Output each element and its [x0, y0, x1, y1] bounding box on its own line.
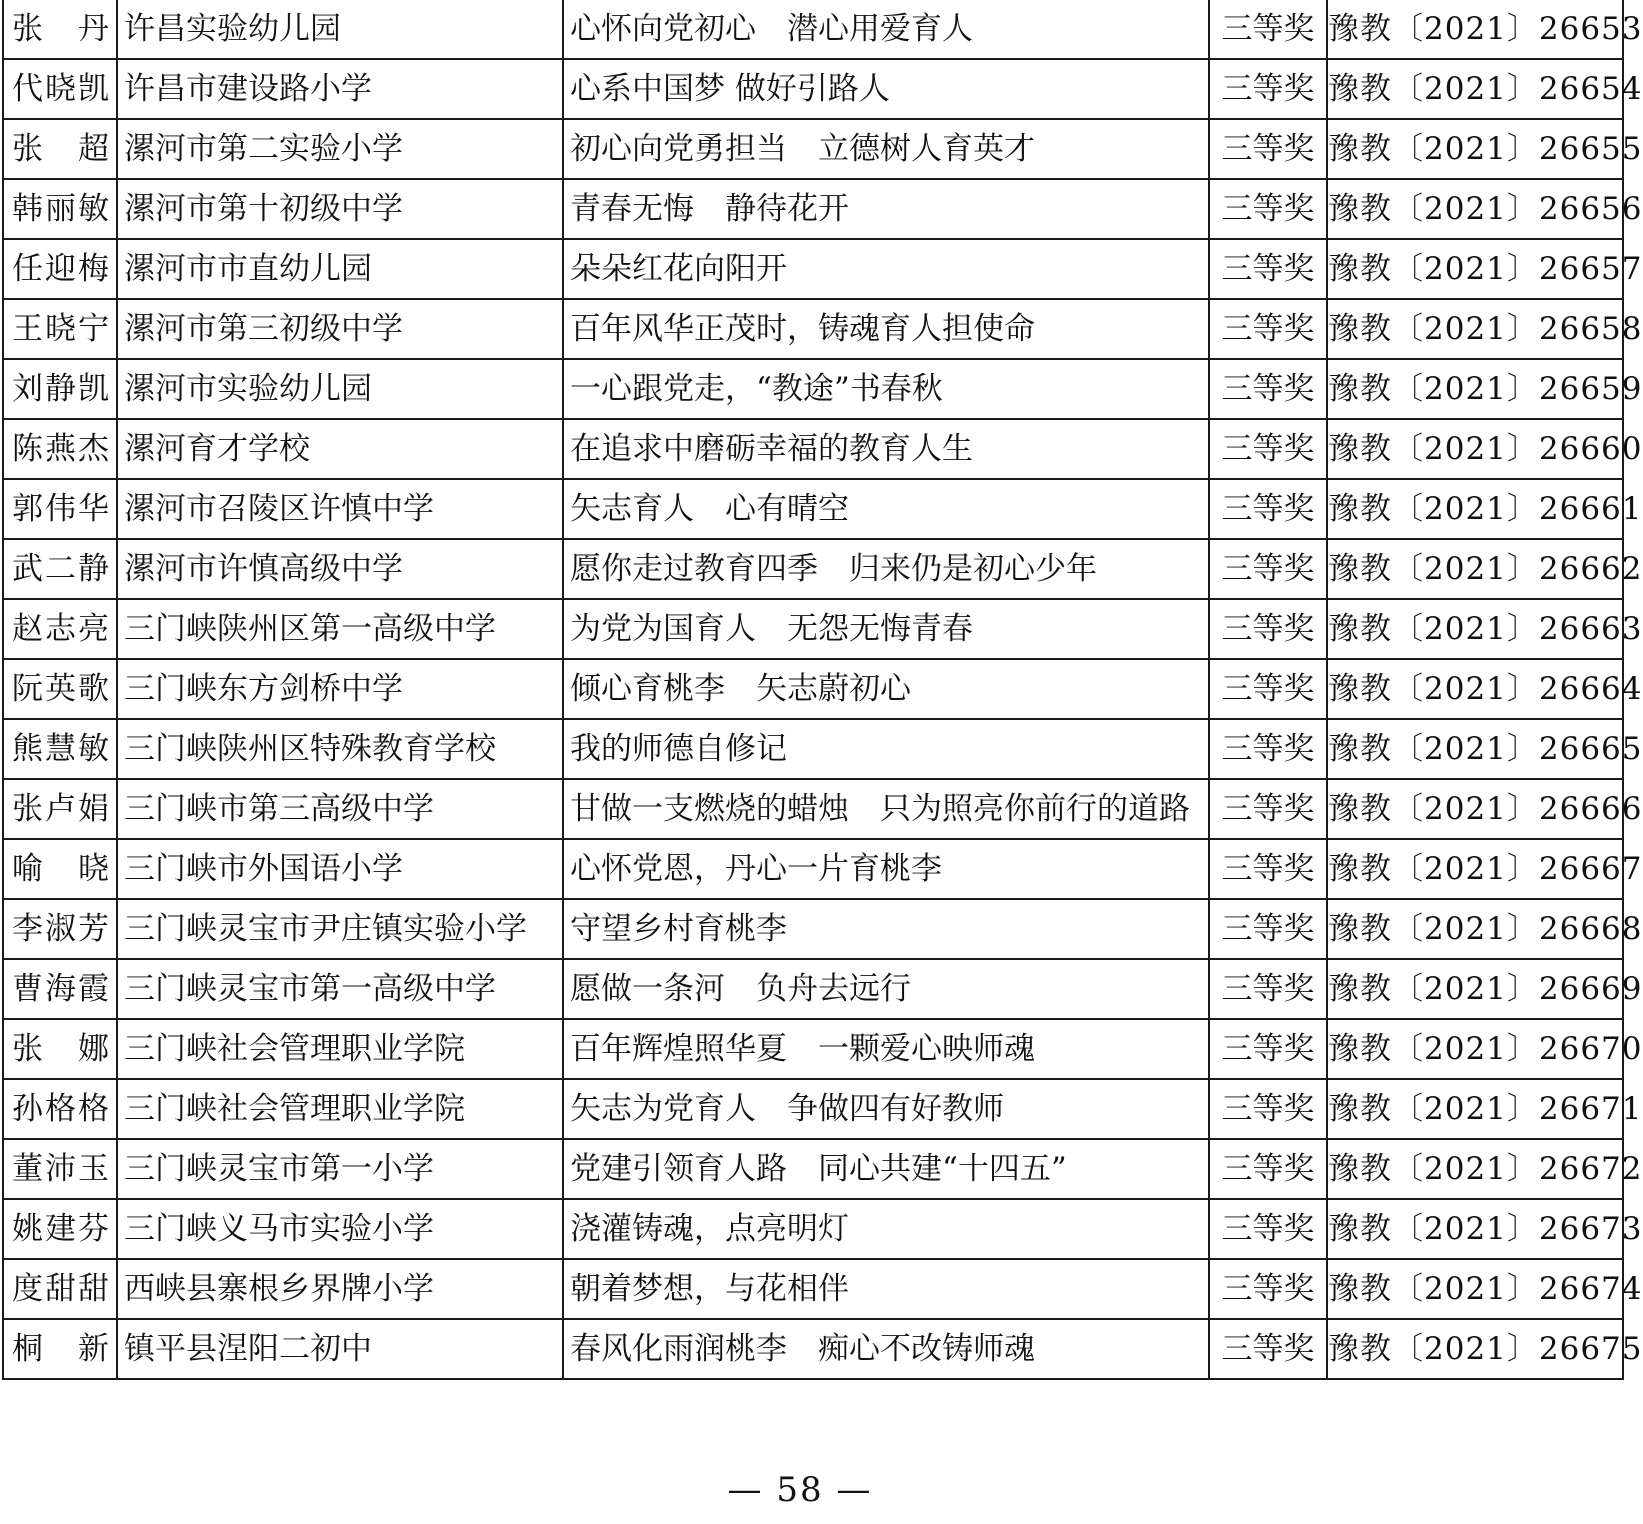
award-level-cell: 三等奖	[1209, 1199, 1327, 1259]
organization-cell: 三门峡市外国语小学	[117, 839, 563, 899]
certificate-number-cell: 豫教〔2021〕26664	[1327, 659, 1623, 719]
award-level-cell: 三等奖	[1209, 119, 1327, 179]
award-level-cell: 三等奖	[1209, 59, 1327, 119]
entry-title-cell: 心怀向党初心 潜心用爱育人	[563, 0, 1209, 59]
organization-cell: 漯河市召陵区许慎中学	[117, 479, 563, 539]
award-level-cell: 三等奖	[1209, 839, 1327, 899]
certificate-number-cell: 豫教〔2021〕26674	[1327, 1259, 1623, 1319]
table-row	[3, 539, 1623, 599]
award-level-cell: 三等奖	[1209, 659, 1327, 719]
table-row	[3, 719, 1623, 779]
certificate-number-cell: 豫教〔2021〕26659	[1327, 359, 1623, 419]
certificate-number-cell: 豫教〔2021〕26667	[1327, 839, 1623, 899]
winner-name-cell: 代晓凯	[3, 59, 117, 119]
certificate-number-cell: 豫教〔2021〕26661	[1327, 479, 1623, 539]
table-row	[3, 1019, 1623, 1079]
organization-cell: 漯河市实验幼儿园	[117, 359, 563, 419]
table-row	[3, 1139, 1623, 1199]
award-level-cell: 三等奖	[1209, 1139, 1327, 1199]
organization-cell: 三门峡义马市实验小学	[117, 1199, 563, 1259]
entry-title-cell: 心怀党恩，丹心一片育桃李	[563, 839, 1209, 899]
organization-cell: 西峡县寨根乡界牌小学	[117, 1259, 563, 1319]
table-row	[3, 1079, 1623, 1139]
table-row	[3, 479, 1623, 539]
certificate-number-cell: 豫教〔2021〕26653	[1327, 0, 1623, 59]
table-row	[3, 779, 1623, 839]
winner-name-cell: 曹海霞	[3, 959, 117, 1019]
organization-cell: 三门峡陕州区特殊教育学校	[117, 719, 563, 779]
certificate-number-cell: 豫教〔2021〕26656	[1327, 179, 1623, 239]
entry-title-cell: 矢志育人 心有晴空	[563, 479, 1209, 539]
winner-name-cell: 张 丹	[3, 0, 117, 59]
certificate-number-cell: 豫教〔2021〕26672	[1327, 1139, 1623, 1199]
entry-title-cell: 浇灌铸魂，点亮明灯	[563, 1199, 1209, 1259]
table-row	[3, 899, 1623, 959]
award-level-cell: 三等奖	[1209, 179, 1327, 239]
organization-cell: 许昌市建设路小学	[117, 59, 563, 119]
certificate-number-cell: 豫教〔2021〕26675	[1327, 1319, 1623, 1379]
organization-cell: 三门峡社会管理职业学院	[117, 1079, 563, 1139]
winner-name-cell: 桐 新	[3, 1319, 117, 1379]
award-level-cell: 三等奖	[1209, 419, 1327, 479]
certificate-number-cell: 豫教〔2021〕26662	[1327, 539, 1623, 599]
organization-cell: 三门峡灵宝市第一高级中学	[117, 959, 563, 1019]
certificate-number-cell: 豫教〔2021〕26668	[1327, 899, 1623, 959]
table-row	[3, 1259, 1623, 1319]
entry-title-cell: 倾心育桃李 矢志蔚初心	[563, 659, 1209, 719]
entry-title-cell: 百年风华正茂时，铸魂育人担使命	[563, 299, 1209, 359]
winner-name-cell: 张卢娟	[3, 779, 117, 839]
organization-cell: 三门峡灵宝市第一小学	[117, 1139, 563, 1199]
certificate-number-cell: 豫教〔2021〕26673	[1327, 1199, 1623, 1259]
entry-title-cell: 党建引领育人路 同心共建“十四五”	[563, 1139, 1209, 1199]
entry-title-cell: 愿做一条河 负舟去远行	[563, 959, 1209, 1019]
organization-cell: 镇平县涅阳二初中	[117, 1319, 563, 1379]
certificate-number-cell: 豫教〔2021〕26658	[1327, 299, 1623, 359]
award-level-cell: 三等奖	[1209, 539, 1327, 599]
certificate-number-cell: 豫教〔2021〕26671	[1327, 1079, 1623, 1139]
organization-cell: 漯河市第三初级中学	[117, 299, 563, 359]
organization-cell: 三门峡灵宝市尹庄镇实验小学	[117, 899, 563, 959]
award-level-cell: 三等奖	[1209, 479, 1327, 539]
entry-title-cell: 朝着梦想，与花相伴	[563, 1259, 1209, 1319]
table-row	[3, 1199, 1623, 1259]
winner-name-cell: 陈燕杰	[3, 419, 117, 479]
winner-name-cell: 孙格格	[3, 1079, 117, 1139]
table-row	[3, 959, 1623, 1019]
table-row	[3, 839, 1623, 899]
certificate-number-cell: 豫教〔2021〕26660	[1327, 419, 1623, 479]
entry-title-cell: 一心跟党走，“教途”书春秋	[563, 359, 1209, 419]
award-level-cell: 三等奖	[1209, 299, 1327, 359]
winner-name-cell: 李淑芳	[3, 899, 117, 959]
entry-title-cell: 百年辉煌照华夏 一颗爱心映师魂	[563, 1019, 1209, 1079]
award-level-cell: 三等奖	[1209, 599, 1327, 659]
winner-name-cell: 阮英歌	[3, 659, 117, 719]
certificate-number-cell: 豫教〔2021〕26663	[1327, 599, 1623, 659]
certificate-number-cell: 豫教〔2021〕26654	[1327, 59, 1623, 119]
winner-name-cell: 张 娜	[3, 1019, 117, 1079]
certificate-number-cell: 豫教〔2021〕26655	[1327, 119, 1623, 179]
entry-title-cell: 初心向党勇担当 立德树人育英才	[563, 119, 1209, 179]
entry-title-cell: 为党为国育人 无怨无悔青春	[563, 599, 1209, 659]
organization-cell: 漯河市第二实验小学	[117, 119, 563, 179]
winner-name-cell: 姚建芬	[3, 1199, 117, 1259]
entry-title-cell: 春风化雨润桃李 痴心不改铸师魂	[563, 1319, 1209, 1379]
table-row	[3, 179, 1623, 239]
entry-title-cell: 我的师德自修记	[563, 719, 1209, 779]
page-number: — 58 —	[727, 1470, 873, 1510]
table-row	[3, 599, 1623, 659]
award-level-cell: 三等奖	[1209, 0, 1327, 59]
organization-cell: 漯河市第十初级中学	[117, 179, 563, 239]
winner-name-cell: 刘静凯	[3, 359, 117, 419]
organization-cell: 许昌实验幼儿园	[117, 0, 563, 59]
award-level-cell: 三等奖	[1209, 1259, 1327, 1319]
certificate-number-cell: 豫教〔2021〕26670	[1327, 1019, 1623, 1079]
entry-title-cell: 愿你走过教育四季 归来仍是初心少年	[563, 539, 1209, 599]
table-row	[3, 1319, 1623, 1379]
winner-name-cell: 张 超	[3, 119, 117, 179]
winner-name-cell: 任迎梅	[3, 239, 117, 299]
certificate-number-cell: 豫教〔2021〕26665	[1327, 719, 1623, 779]
organization-cell: 三门峡市第三高级中学	[117, 779, 563, 839]
winner-name-cell: 武二静	[3, 539, 117, 599]
entry-title-cell: 矢志为党育人 争做四有好教师	[563, 1079, 1209, 1139]
table-row	[3, 359, 1623, 419]
winner-name-cell: 王晓宁	[3, 299, 117, 359]
certificate-number-cell: 豫教〔2021〕26666	[1327, 779, 1623, 839]
award-level-cell: 三等奖	[1209, 359, 1327, 419]
winner-name-cell: 度甜甜	[3, 1259, 117, 1319]
award-level-cell: 三等奖	[1209, 1319, 1327, 1379]
award-list-table	[2, 0, 1643, 1380]
award-level-cell: 三等奖	[1209, 1079, 1327, 1139]
certificate-number-cell: 豫教〔2021〕26669	[1327, 959, 1623, 1019]
winner-name-cell: 董沛玉	[3, 1139, 117, 1199]
winner-name-cell: 韩丽敏	[3, 179, 117, 239]
entry-title-cell: 甘做一支燃烧的蜡烛 只为照亮你前行的道路	[563, 779, 1209, 839]
organization-cell: 漯河市市直幼儿园	[117, 239, 563, 299]
award-level-cell: 三等奖	[1209, 899, 1327, 959]
award-level-cell: 三等奖	[1209, 239, 1327, 299]
organization-cell: 漯河市许慎高级中学	[117, 539, 563, 599]
table-row	[3, 119, 1623, 179]
entry-title-cell: 朵朵红花向阳开	[563, 239, 1209, 299]
certificate-number-cell: 豫教〔2021〕26657	[1327, 239, 1623, 299]
entry-title-cell: 在追求中磨砺幸福的教育人生	[563, 419, 1209, 479]
organization-cell: 三门峡陕州区第一高级中学	[117, 599, 563, 659]
entry-title-cell: 心系中国梦 做好引路人	[563, 59, 1209, 119]
award-level-cell: 三等奖	[1209, 1019, 1327, 1079]
award-level-cell: 三等奖	[1209, 719, 1327, 779]
winner-name-cell: 熊慧敏	[3, 719, 117, 779]
table-row	[3, 0, 1623, 59]
table-row	[3, 299, 1623, 359]
table-body	[3, 0, 1643, 1379]
award-level-cell: 三等奖	[1209, 959, 1327, 1019]
organization-cell: 三门峡东方剑桥中学	[117, 659, 563, 719]
winner-name-cell: 赵志亮	[3, 599, 117, 659]
table-row	[3, 59, 1623, 119]
winner-name-cell: 喻 晓	[3, 839, 117, 899]
entry-title-cell: 青春无悔 静待花开	[563, 179, 1209, 239]
entry-title-cell: 守望乡村育桃李	[563, 899, 1209, 959]
table-row	[3, 239, 1623, 299]
table-row	[3, 659, 1623, 719]
organization-cell: 三门峡社会管理职业学院	[117, 1019, 563, 1079]
table-row	[3, 419, 1623, 479]
organization-cell: 漯河育才学校	[117, 419, 563, 479]
award-level-cell: 三等奖	[1209, 779, 1327, 839]
winner-name-cell: 郭伟华	[3, 479, 117, 539]
